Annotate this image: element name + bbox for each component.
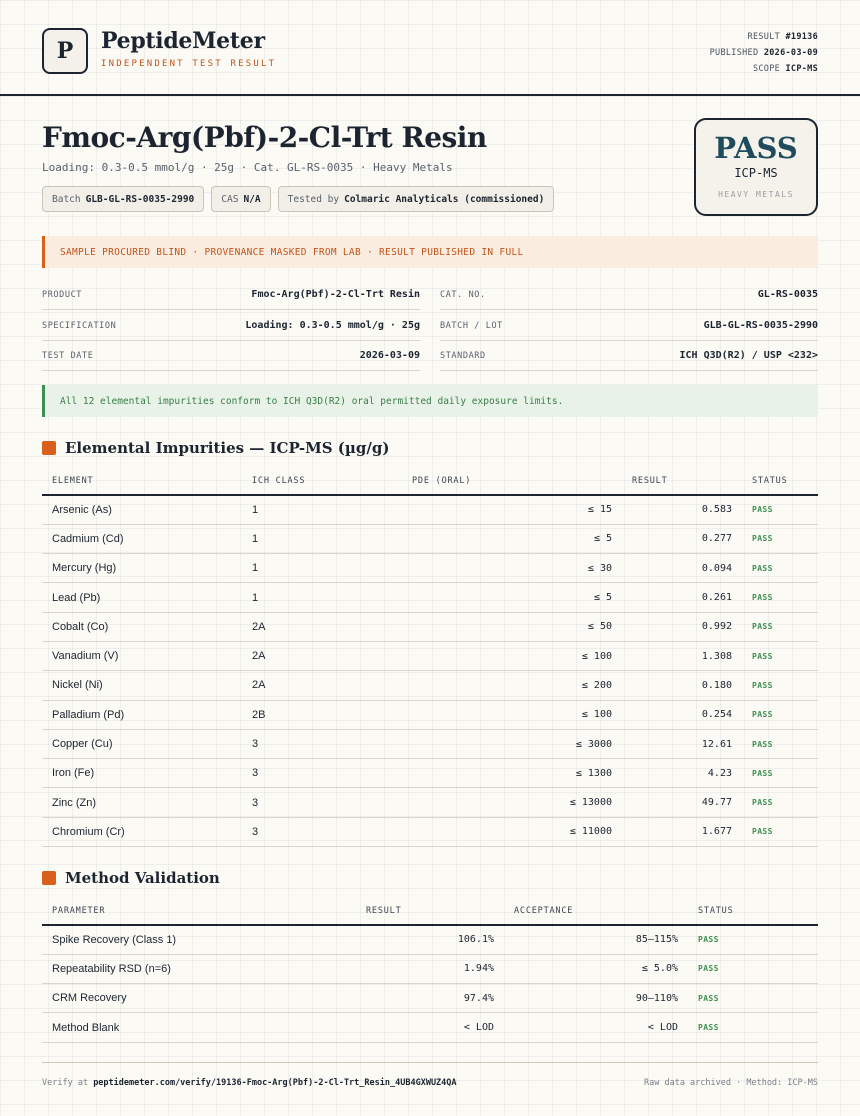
ich-class: 2A [242,641,402,670]
tested-by-chip [278,186,555,212]
result-value: 1.308 [622,641,742,670]
impurities-body [42,495,818,847]
ich-class: 3 [242,817,402,846]
result-value: 4.23 [622,759,742,788]
element-name: Lead (Pb) [42,583,242,612]
table-row [42,612,818,641]
status-badge: PASS [742,788,818,817]
table-row [42,583,818,612]
product-subtitle: Loading: 0.3-0.5 mmol/g · 25g · Cat. GL-RS-0035 · Heavy Metals [42,161,453,174]
brand-name: PeptideMeter [101,28,265,54]
pde-limit: ≤ 100 [402,700,622,729]
table-row [42,671,818,700]
result-value: 0.254 [622,700,742,729]
result-value: 0.261 [622,583,742,612]
brand-logo: P [42,28,88,74]
info-spec [42,311,420,341]
info-catno [440,280,818,310]
result-id-value: #19136 [785,32,818,42]
result-id-label: RESULT [747,32,781,42]
status-badge: PASS [742,817,818,846]
table-row [42,1013,818,1042]
batch-chip [42,186,204,212]
pass-badge [694,118,818,216]
impurities-table [42,468,818,847]
chip-value: N/A [243,193,261,205]
ich-class: 1 [242,554,402,583]
ich-class: 1 [242,583,402,612]
col-ich-class: ICH CLASS [242,468,402,495]
published-line [710,45,818,61]
status-badge: PASS [742,671,818,700]
element-name: Zinc (Zn) [42,788,242,817]
result-value: 0.277 [622,524,742,553]
element-name: Mercury (Hg) [42,554,242,583]
result-value: 106.1% [356,925,504,954]
col-parameter: PARAMETER [42,898,356,925]
element-name: Nickel (Ni) [42,671,242,700]
chip-label: Batch [52,193,81,205]
pde-limit: ≤ 5 [402,524,622,553]
status-badge: PASS [688,954,818,983]
chip-label: Tested by [287,193,340,205]
badge-category: HEAVY METALS [718,190,794,199]
col-element: ELEMENT [42,468,242,495]
pde-limit: ≤ 13000 [402,788,622,817]
status-badge: PASS [742,641,818,670]
result-value: 0.094 [622,554,742,583]
status-badge: PASS [742,729,818,758]
result-value: 0.583 [622,495,742,524]
table-row [42,984,818,1013]
result-value: 1.677 [622,817,742,846]
info-value: Fmoc-Arg(Pbf)-2-Cl-Trt Resin [251,289,420,300]
acceptance-range: 85–115% [504,925,688,954]
status-badge: PASS [742,524,818,553]
pde-limit: ≤ 5 [402,583,622,612]
status-badge: PASS [742,495,818,524]
parameter-name: Method Blank [42,1013,356,1042]
table-row [42,759,818,788]
acceptance-range: < LOD [504,1013,688,1042]
pde-limit: ≤ 200 [402,671,622,700]
result-value: 0.992 [622,612,742,641]
ich-class: 2B [242,700,402,729]
info-label: BATCH / LOT [440,320,503,331]
table-row [42,700,818,729]
published-value: 2026-03-09 [763,48,818,58]
info-label: TEST DATE [42,350,94,361]
col-status: STATUS [742,468,818,495]
table-row [42,495,818,524]
chip-value: Colmaric Analyticals (commissioned) [344,193,545,205]
impurities-section-header [42,439,389,457]
pde-limit: ≤ 15 [402,495,622,524]
badge-result: PASS [714,131,798,165]
ich-class: 1 [242,524,402,553]
pde-limit: ≤ 50 [402,612,622,641]
cas-chip [211,186,270,212]
status-badge: PASS [688,984,818,1013]
provenance-notice: SAMPLE PROCURED BLIND · PROVENANCE MASKED FROM LAB · RESULT PUBLISHED IN FULL [42,236,818,268]
result-id-line [710,29,818,45]
col-pde: PDE (ORAL) [402,468,622,495]
page-header [0,0,860,96]
element-name: Iron (Fe) [42,759,242,788]
validation-section-header [42,869,220,887]
status-badge: PASS [742,583,818,612]
table-header-row [42,468,818,495]
status-badge: PASS [742,554,818,583]
element-name: Palladium (Pd) [42,700,242,729]
result-value: < LOD [356,1013,504,1042]
ich-class: 3 [242,729,402,758]
parameter-name: CRM Recovery [42,984,356,1013]
verify-prefix: Verify at [42,1077,89,1088]
result-value: 0.180 [622,671,742,700]
report-meta [710,29,818,77]
col-acceptance: ACCEPTANCE [504,898,688,925]
pde-limit: ≤ 3000 [402,729,622,758]
section-marker-icon [42,871,56,885]
info-label: SPECIFICATION [42,320,117,331]
info-batch [440,311,818,341]
ich-class: 3 [242,788,402,817]
table-row [42,925,818,954]
result-value: 97.4% [356,984,504,1013]
info-standard [440,341,818,371]
info-value: GL-RS-0035 [757,289,818,300]
ich-class: 3 [242,759,402,788]
ich-class: 1 [242,495,402,524]
scope-value: ICP-MS [785,64,818,74]
acceptance-range: 90–110% [504,984,688,1013]
table-row [42,641,818,670]
col-status: STATUS [688,898,818,925]
col-result: RESULT [356,898,504,925]
table-row [42,954,818,983]
status-badge: PASS [688,925,818,954]
acceptance-range: ≤ 5.0% [504,954,688,983]
section-title: Method Validation [65,869,220,887]
conformance-banner: All 12 elemental impurities conform to ICH Q3D(R2) oral permitted daily exposure limits. [42,385,818,417]
brand-tagline: INDEPENDENT TEST RESULT [101,59,277,69]
status-badge: PASS [742,759,818,788]
pde-limit: ≤ 100 [402,641,622,670]
pde-limit: ≤ 1300 [402,759,622,788]
info-value: ICH Q3D(R2) / USP <232> [679,350,818,361]
table-row [42,788,818,817]
scope-line [710,61,818,77]
chip-label: CAS [221,193,239,205]
info-label: STANDARD [440,350,486,361]
parameter-name: Spike Recovery (Class 1) [42,925,356,954]
info-test-date [42,341,420,371]
info-value: 2026-03-09 [359,350,420,361]
scope-label: SCOPE [752,64,781,74]
info-product [42,280,420,310]
col-result: RESULT [622,468,742,495]
table-row [42,729,818,758]
element-name: Chromium (Cr) [42,817,242,846]
pde-limit: ≤ 11000 [402,817,622,846]
status-badge: PASS [742,700,818,729]
result-value: 1.94% [356,954,504,983]
result-value: 12.61 [622,729,742,758]
product-chips [42,186,554,212]
result-value: 49.77 [622,788,742,817]
status-badge: PASS [688,1013,818,1042]
product-title: Fmoc-Arg(Pbf)-2-Cl-Trt Resin [42,121,487,154]
pde-limit: ≤ 30 [402,554,622,583]
validation-table [42,898,818,1043]
section-marker-icon [42,441,56,455]
table-row [42,817,818,846]
element-name: Vanadium (V) [42,641,242,670]
verify-line [42,1078,457,1088]
element-name: Arsenic (As) [42,495,242,524]
chip-value: GLB-GL-RS-0035-2990 [85,193,195,205]
table-row [42,554,818,583]
element-name: Copper (Cu) [42,729,242,758]
info-label: CAT. NO. [440,289,486,300]
verify-link[interactable]: peptidemeter.com/verify/19136-Fmoc-Arg(Pbf)-2-Cl-Trt_Resin_4UB4GXWUZ4QA [93,1077,457,1088]
info-value: GLB-GL-RS-0035-2990 [703,320,818,331]
badge-method: ICP-MS [734,166,778,180]
element-name: Cobalt (Co) [42,612,242,641]
ich-class: 2A [242,612,402,641]
table-header-row [42,898,818,925]
info-label: PRODUCT [42,289,83,300]
page-footer [42,1062,818,1102]
element-name: Cadmium (Cd) [42,524,242,553]
published-label: PUBLISHED [709,48,759,58]
table-row [42,524,818,553]
status-badge: PASS [742,612,818,641]
section-title: Elemental Impurities — ICP-MS (µg/g) [65,439,390,457]
info-value: Loading: 0.3-0.5 mmol/g · 25g [245,320,420,331]
archive-note: Raw data archived · Method: ICP-MS [644,1077,818,1088]
ich-class: 2A [242,671,402,700]
parameter-name: Repeatability RSD (n=6) [42,954,356,983]
validation-body [42,925,818,1042]
